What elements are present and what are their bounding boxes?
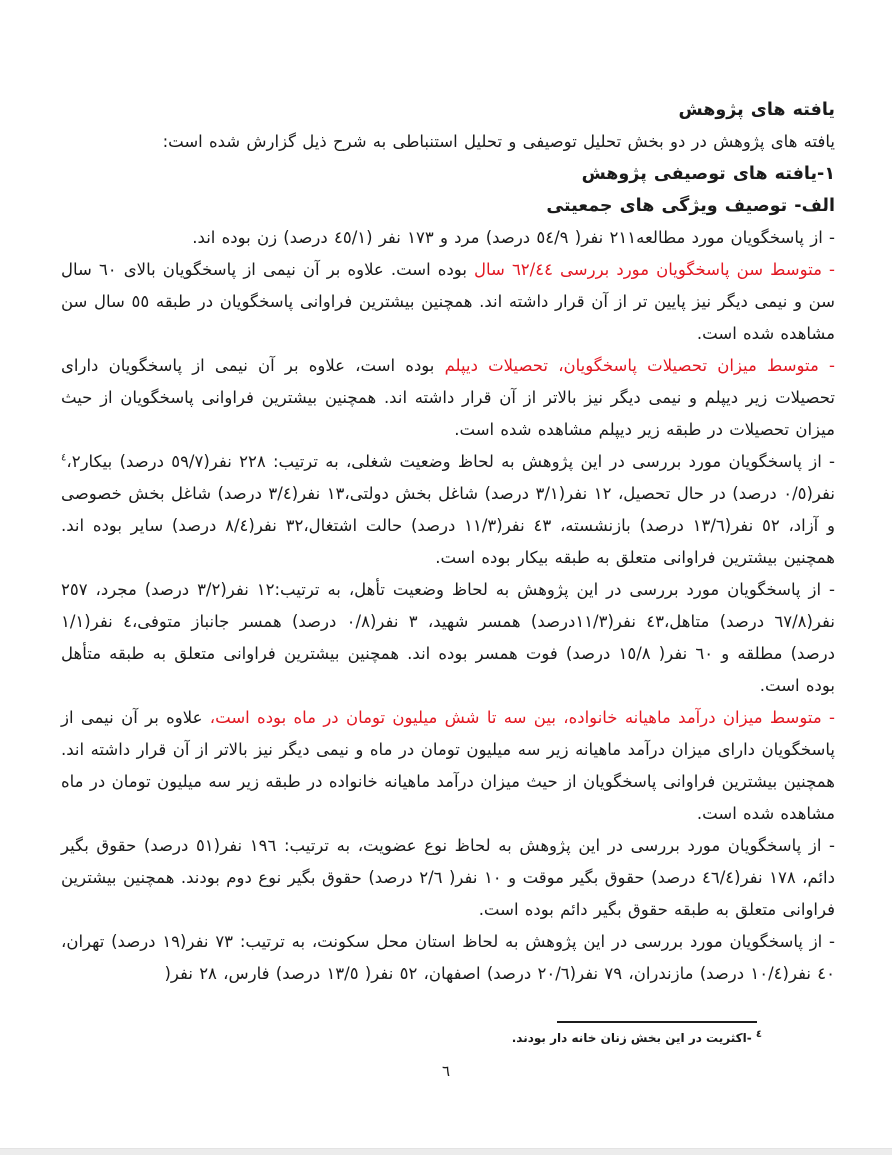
- body-text: - از پاسخگویان مورد مطالعه٢١١ نفر( ٥٤/٩ درصد) مرد و ١٧٣ نفر (٤٥/١ درصد) زن بوده اند.: [192, 228, 835, 247]
- footnote-body: -اکثریت در این بخش زنان خانه دار بودند.: [511, 1031, 756, 1045]
- body-text: علاوه بر آن نیمی از پاسخگویان دارای میزان درآمد ماهیانه زیر سه میلیون تومان در ماه و نیمی دیگر نیز بالاتر از آن قرار داشته اند. همچنین بیشترین فراوانی پاسخگویان از حیث میزان درآمد ماهیانه خانواده در طبقه زیر سه میلیون تومان در ماه مشاهده شده است.: [61, 708, 835, 823]
- document-body: [61, 94, 835, 990]
- footnote: [472, 1021, 762, 1048]
- paragraph: [61, 446, 835, 574]
- footnote-separator: [557, 1021, 757, 1023]
- paragraph: [61, 830, 835, 926]
- footnote-text: [472, 1028, 762, 1048]
- body-text: - از پاسخگویان مورد بررسی در این پژوهش به لحاظ استان محل سکونت، به ترتیب: ٧٣ نفر(١٩ درصد) تهران، ٤٠ نفر(١٠/٤ درصد) مازندران، ٧٩ نفر(٢٠/٦ درصد) اصفهان، ٥٢ نفر( ١٣/٥ درصد) فارس، ٢٨ نفر(: [61, 932, 835, 983]
- paragraph: [61, 926, 835, 990]
- highlighted-text: - متوسط میزان تحصیلات پاسخگویان، تحصیلات دیپلم: [434, 356, 835, 375]
- body-text: - از پاسخگویان مورد بررسی در این پژوهش به لحاظ نوع عضویت، به ترتیب: ١٩٦ نفر(٥١ درصد) حقوق بگیر دائم، ١٧٨ نفر(٤٦/٤ درصد) حقوق بگیر موقت و ١٠ نفر( ٢/٦ درصد) حقوق بگیر نوع دوم بودند. همچنین بیشترین فراوانی متعلق به طبقه حقوق بگیر دائم بوده است.: [61, 836, 835, 919]
- highlighted-text: - متوسط میزان درآمد ماهیانه خانواده، بین سه تا شش میلیون تومان در ماه بوده است،: [202, 708, 835, 727]
- paragraph: [61, 702, 835, 830]
- sectionA-heading: الف- توصیف ویژگی های جمعیتی: [546, 196, 835, 216]
- paragraph-list: [61, 222, 835, 990]
- body-text: بوده است، علاوه بر آن نیمی از پاسخگویان دارای تحصیلات زیر دیپلم و نیمی دیگر نیز بالاتر از آن قرار داشته اند. همچنین بیشترین فراوانی پاسخگویان از حیث میزان تحصیلات در طبقه زیر دیپلم مشاهده شده است.: [61, 356, 835, 439]
- footnote-ref: ٤: [61, 452, 67, 464]
- body-text: ،٢ نفر(٠/٥ درصد) در حال تحصیل، ١٢ نفر(٣/١ درصد) شاغل بخش دولتی،١٣ نفر(٣/٤ درصد) شاغل بخش خصوصی و آزاد، ٥٢ نفر(١٣/٦ درصد) بازنشسته، ٤٣ نفر(١١/٣ درصد) حالت اشتغال،٣٢ نفر(٨/٤ درصد) سایر بوده اند. همچنین بیشترین فراوانی متعلق به طبقه بیکار بوده است.: [61, 452, 835, 567]
- paragraph: [61, 254, 835, 350]
- highlighted-text: - متوسط سن پاسخگویان مورد بررسی ٦٢/٤٤ سال: [466, 260, 836, 279]
- main-heading: یافته های پژوهش: [678, 100, 835, 120]
- paragraph: [61, 574, 835, 702]
- section1-heading: ١-یافته های توصیفی پژوهش: [581, 164, 835, 184]
- page-number: ٦: [441, 1062, 451, 1080]
- body-text: بوده است. علاوه بر آن نیمی از پاسخگویان بالای ٦٠ سال سن و نیمی دیگر نیز پایین تر از آن قرار داشته اند. همچنین بیشترین فراوانی پاسخگویان در طبقه ٥٥ سال سن مشاهده شده است.: [61, 260, 835, 343]
- body-text: - از پاسخگویان مورد بررسی در این پژوهش به لحاظ وضعیت تأهل، به ترتیب:١٢ نفر(٣/٢ درصد) مجرد، ٢٥٧ نفر(٦٧/٨ درصد) متاهل،٤٣ نفر(١١/٣درصد) همسر شهید، ٣ نفر(٠/٨ درصد) همسر جانباز متوفی،٤ نفر(١/١ درصد) مطلقه و ٦٠ نفر( ١٥/٨ درصد) فوت همسر بوده اند. همچنین بیشترین فراوانی متعلق به طبقه متأهل بوده است.: [61, 580, 835, 695]
- intro-paragraph: یافته های پژوهش در دو بخش تحلیل توصیفی و تحلیل استنباطی به شرح ذیل گزارش شده است:: [162, 132, 835, 151]
- body-text: - از پاسخگویان مورد بررسی در این پژوهش به لحاظ وضعیت شغلی، به ترتیب: ٢٢٨ نفر(٥٩/٧ درصد) بیکار: [80, 452, 836, 471]
- footnote-marker: ٤: [755, 1029, 762, 1040]
- page-bottom-edge: [0, 1148, 892, 1155]
- paragraph: [61, 350, 835, 446]
- paragraph: [61, 222, 835, 254]
